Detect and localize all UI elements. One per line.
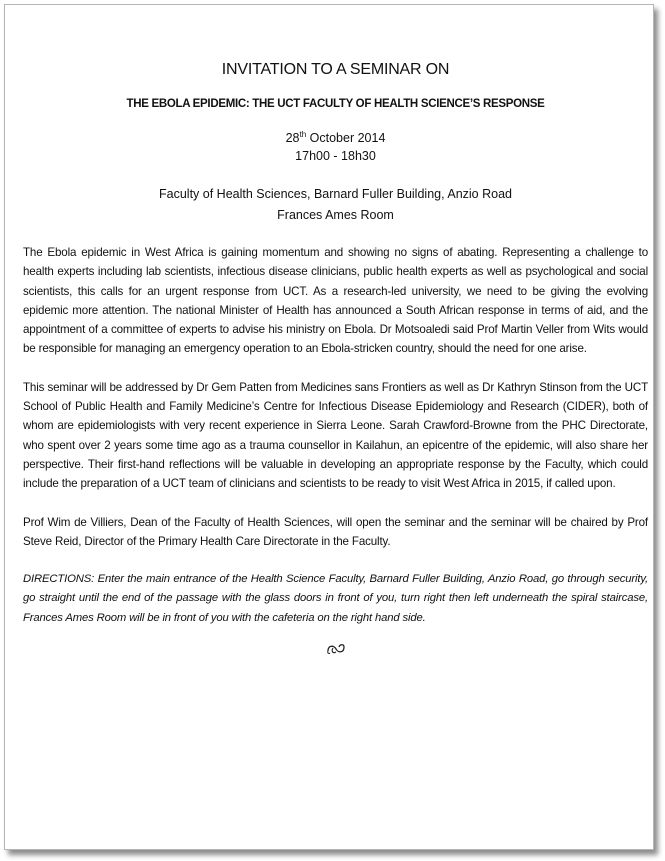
floral-ornament-icon (23, 642, 648, 660)
paragraph-directions (23, 570, 648, 628)
invitation-title: INVITATION TO A SEMINAR ON (221, 61, 450, 78)
paragraph-background: The Ebola epidemic in West Africa is gaining momentum and showing no signs of abating. Representing a challenge to health experts including lab scientists, infectious disease clinicians, public health experts as well as psychological and social scientists, this calls for an urgent response from UCT. As a research-led university, we need to be giving the evolving epidemic more attention. The national Minister of Health has announced a South African response in terms of aid, and the appointment of a committee of experts to advise his ministry on Ebola. Dr Motsoaledi said Prof Martin Veller from Wits would be responsible for managing an emergency operation to an Ebola-stricken country, should the need for one arise. (23, 246, 648, 356)
venue (23, 184, 648, 226)
document-content (23, 61, 648, 660)
venue-room: Frances Ames Room (277, 208, 394, 222)
paragraph-chair: Prof Wim de Villiers, Dean of the Faculty of Health Sciences, will open the seminar and the seminar will be chaired by Prof Steve Reid, Director of the Primary Health Care Directorate in the Faculty. (23, 515, 648, 548)
seminar-subtitle: THE EBOLA EPIDEMIC: THE UCT FACULTY OF HEALTH SCIENCE’S RESPONSE (126, 98, 545, 110)
date-day: 28 (285, 131, 300, 145)
document-page (4, 4, 654, 850)
directions-label: DIRECTIONS: (23, 573, 95, 586)
paragraph-speakers: This seminar will be addressed by Dr Gem Patten from Medicines sans Frontiers as well as Dr Kathryn Stinson from the UCT School of Public Health and Family Medicine’s Centre for Infectious Disease Epidemiology and Research (CIDER), both of whom are epidemiologists with very recent experience in Sierra Leone. Sarah Crawford-Browne from the PHC Directorate, who spent over 2 years some time ago as a trauma counsellor in Kailahun, an epicentre of the epidemic, will also share her perspective. Their first-hand reflections will be valuable in developing an appropriate response by the Faculty, which could include the preparation of a UCT team of clinicians and scientists to be ready to visit West Africa in 2015, if called upon. (23, 380, 648, 491)
venue-address: Faculty of Health Sciences, Barnard Fuller Building, Anzio Road (159, 187, 512, 201)
directions-text: Enter the main entrance of the Health Science Faculty, Barnard Fuller Building, Anzio Road, go through security, go straight until the end of the passage with the glass doors in front of you, turn right then left underneath the spiral staircase, Frances Ames Room will be in front of you with the cafeteria on the right hand side. (23, 573, 648, 624)
ornament-svg (325, 642, 347, 656)
seminar-time: 17h00 - 18h30 (295, 149, 376, 163)
date-month-year: October 2014 (306, 131, 386, 145)
seminar-date (23, 129, 648, 147)
date-suffix: th (299, 130, 307, 139)
